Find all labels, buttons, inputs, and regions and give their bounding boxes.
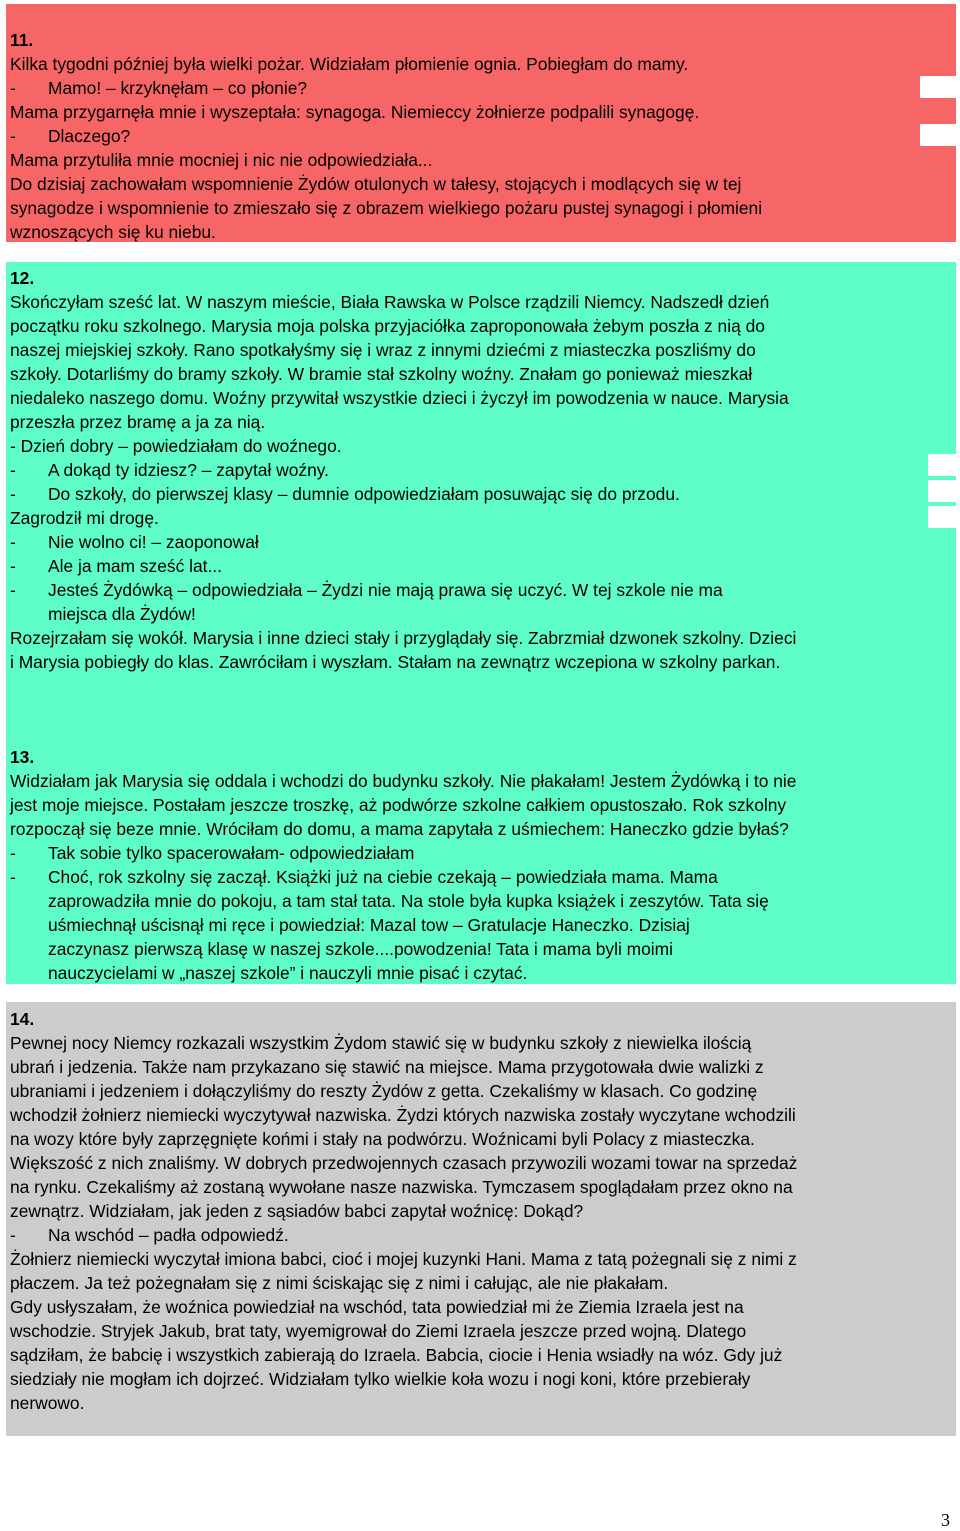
dialogue-dash: - bbox=[10, 532, 16, 552]
text-line: Nie wolno ci! – zaoponował bbox=[48, 532, 259, 552]
text-line: Pewnej nocy Niemcy rozkazali wszystkim Żydom stawić się w budynku szkoły z niewielka ilością bbox=[10, 1033, 752, 1053]
text-line: Mama przytuliła mnie mocniej i nic nie odpowiedziała... bbox=[10, 150, 433, 170]
dialogue-dash: - bbox=[10, 78, 16, 98]
section-number: 13. bbox=[10, 747, 35, 767]
text-line: Skończyłam sześć lat. W naszym mieście, Biała Rawska w Polsce rządzili Niemcy. Nadszedł dzień bbox=[10, 292, 770, 312]
text-line: wchodził żołnierz niemiecki wyczytywał nazwiska. Żydzi których nazwiska zostały wyczytane wchodzili bbox=[10, 1105, 796, 1125]
text-line: siedziały nie mogłam ich dojrzeć. Widziałam tylko wielkie koła wozu i nogi koni, które przebierały bbox=[10, 1369, 751, 1389]
text-line: na rynku. Czekaliśmy aż zostaną wywołane nasze nazwiska. Tymczasem spoglądałam przez okno na bbox=[10, 1177, 793, 1197]
section-number: 12. bbox=[10, 268, 35, 288]
text-line: niedaleko naszego domu. Woźny przywitał wszystkie dzieci i życzył im powodzenia w nauce. Marysia bbox=[10, 388, 789, 408]
text-line: synagodze i wspomnienie to zmieszało się z obrazem wielkiego pożaru pustej synagogi i płomieni bbox=[10, 198, 763, 218]
dialogue-dash: - bbox=[10, 580, 16, 600]
section-number: 11. bbox=[10, 30, 34, 50]
text-line: Większość z nich znaliśmy. W dobrych przedwojennych czasach przywozili wozami towar na sprzedaż bbox=[10, 1153, 798, 1173]
dialogue-dash: - bbox=[10, 1225, 16, 1245]
dialogue-dash: - bbox=[10, 484, 16, 504]
text-line: Do dzisiaj zachowałam wspomnienie Żydów otulonych w tałesy, stojących i modlących się w tej bbox=[10, 174, 742, 194]
text-line: płaczem. Ja też pożegnałam się z nimi ściskając się z nimi i całując, ale nie płakałam. bbox=[10, 1273, 669, 1293]
text-line: Na wschód – padła odpowiedź. bbox=[48, 1225, 289, 1245]
margin-notch bbox=[920, 124, 956, 146]
text-line: zaczynasz pierwszą klasę w naszej szkole....powodzenia! Tata i mama byli moimi bbox=[48, 939, 674, 959]
text-line: nauczycielami w „naszej szkole” i nauczyli mnie pisać i czytać. bbox=[48, 963, 528, 983]
text-line: wznoszących się ku niebu. bbox=[10, 222, 216, 242]
text-line: Gdy usłyszałam, że woźnica powiedział na wschód, tata powiedział mi że Ziemia Izraela jest na bbox=[10, 1297, 744, 1317]
text-line: uśmiechnął uścisnął mi ręce i powiedział: Mazal tow – Gratulacje Haneczko. Dzisiaj bbox=[48, 915, 690, 935]
text-line: Mama przygarnęła mnie i wyszeptała: synagoga. Niemieccy żołnierze podpalili synagogę. bbox=[10, 102, 700, 122]
text-line: Jesteś Żydówką – odpowiedziała – Żydzi nie mają prawa się uczyć. W tej szkole nie ma bbox=[48, 580, 723, 600]
text-line: ubraniami i jedzeniem i dołączyliśmy do reszty Żydów z getta. Czekaliśmy w klasach. Co godzinę bbox=[10, 1081, 758, 1101]
text-line: - Dzień dobry – powiedziałam do woźnego. bbox=[10, 436, 342, 456]
margin-notch bbox=[920, 76, 956, 98]
text-line: jest moje miejsce. Postałam jeszcze troszkę, aż podwórze szkolne całkiem opustoszało. Rok szkolny bbox=[10, 795, 787, 815]
margin-notch bbox=[928, 454, 956, 476]
text-line: Rozejrzałam się wokół. Marysia i inne dzieci stały i przyglądały się. Zabrzmiał dzwonek szkolny. Dzieci bbox=[10, 628, 797, 648]
text-line: nerwowo. bbox=[10, 1393, 85, 1413]
text-line: Tak sobie tylko spacerowałam- odpowiedziałam bbox=[48, 843, 415, 863]
dialogue-dash: - bbox=[10, 867, 16, 887]
text-line: rozpoczął się beze mnie. Wróciłam do domu, a mama zapytała z uśmiechem: Haneczko gdzie byłaś? bbox=[10, 819, 789, 839]
text-line: szkoły. Dotarliśmy do bramy szkoły. W bramie stał szkolny woźny. Znałam go ponieważ mieszkał bbox=[10, 364, 753, 384]
page-number: 3 bbox=[941, 1510, 950, 1530]
text-line: Widziałam jak Marysia się oddala i wchodzi do budynku szkoły. Nie płakałam! Jestem Żydówką i to nie bbox=[10, 771, 797, 791]
text-line: Ale ja mam sześć lat... bbox=[48, 556, 222, 576]
dialogue-dash: - bbox=[10, 460, 16, 480]
text-line: Zagrodził mi drogę. bbox=[10, 508, 159, 528]
dialogue-dash: - bbox=[10, 126, 16, 146]
margin-notch bbox=[928, 480, 956, 502]
section-number: 14. bbox=[10, 1009, 35, 1029]
text-line: zewnątrz. Widziałam, jak jeden z sąsiadów babci zapytał woźnicę: Dokąd? bbox=[10, 1201, 584, 1221]
text-line: naszej miejskiej szkoły. Rano spotkałyśmy się i wraz z innymi dziećmi z miasteczka poszliśmy do bbox=[10, 340, 756, 360]
dialogue-dash: - bbox=[10, 843, 16, 863]
text-line: A dokąd ty idziesz? – zapytał woźny. bbox=[48, 460, 329, 480]
text-line: sądziłam, że babcię i wszystkich zabierają do Izraela. Babcia, ciocie i Henia wsiadły na wóz. Gdy już bbox=[10, 1345, 783, 1365]
text-line: Do szkoły, do pierwszej klasy – dumnie odpowiedziałam posuwając się do przodu. bbox=[48, 484, 680, 504]
text-line: Choć, rok szkolny się zaczął. Książki już na ciebie czekają – powiedziała mama. Mama bbox=[48, 867, 718, 887]
text-line: Dlaczego? bbox=[48, 126, 131, 146]
text-line: na wozy które były zaprzęgnięte końmi i stały na podwórzu. Woźnicami byli Polacy z miasteczka. bbox=[10, 1129, 755, 1149]
text-line: Żołnierz niemiecki wyczytał imiona babci, cioć i mojej kuzynki Hani. Mama z tatą pożegnali się z nimi z bbox=[10, 1249, 797, 1269]
text-line: początku roku szkolnego. Marysia moja polska przyjaciółka zaproponowała żebym poszła z nią do bbox=[10, 316, 765, 336]
text-line: Mamo! – krzyknęłam – co płonie? bbox=[48, 78, 308, 98]
text-line: wschodzie. Stryjek Jakub, brat taty, wyemigrował do Ziemi Izraela jeszcze przed wojną. Dlatego bbox=[10, 1321, 747, 1341]
text-line: miejsca dla Żydów! bbox=[48, 604, 196, 624]
margin-notch bbox=[928, 506, 956, 528]
text-line: Kilka tygodni później była wielki pożar. Widziałam płomienie ognia. Pobiegłam do mamy. bbox=[10, 54, 689, 74]
text-line: przeszła przez bramę a ja za nią. bbox=[10, 412, 266, 432]
text-line: zaprowadziła mnie do pokoju, a tam stał tata. Na stole była kupka książek i zeszytów. Tata się bbox=[48, 891, 769, 911]
text-line: i Marysia pobiegły do klas. Zawróciłam i wyszłam. Stałam na zewnątrz wczepiona w szkolny parkan. bbox=[10, 652, 781, 672]
dialogue-dash: - bbox=[10, 556, 16, 576]
text-line: ubrań i jedzenia. Także nam przykazano się stawić na miejsce. Mama przygotowała dwie walizki z bbox=[10, 1057, 764, 1077]
